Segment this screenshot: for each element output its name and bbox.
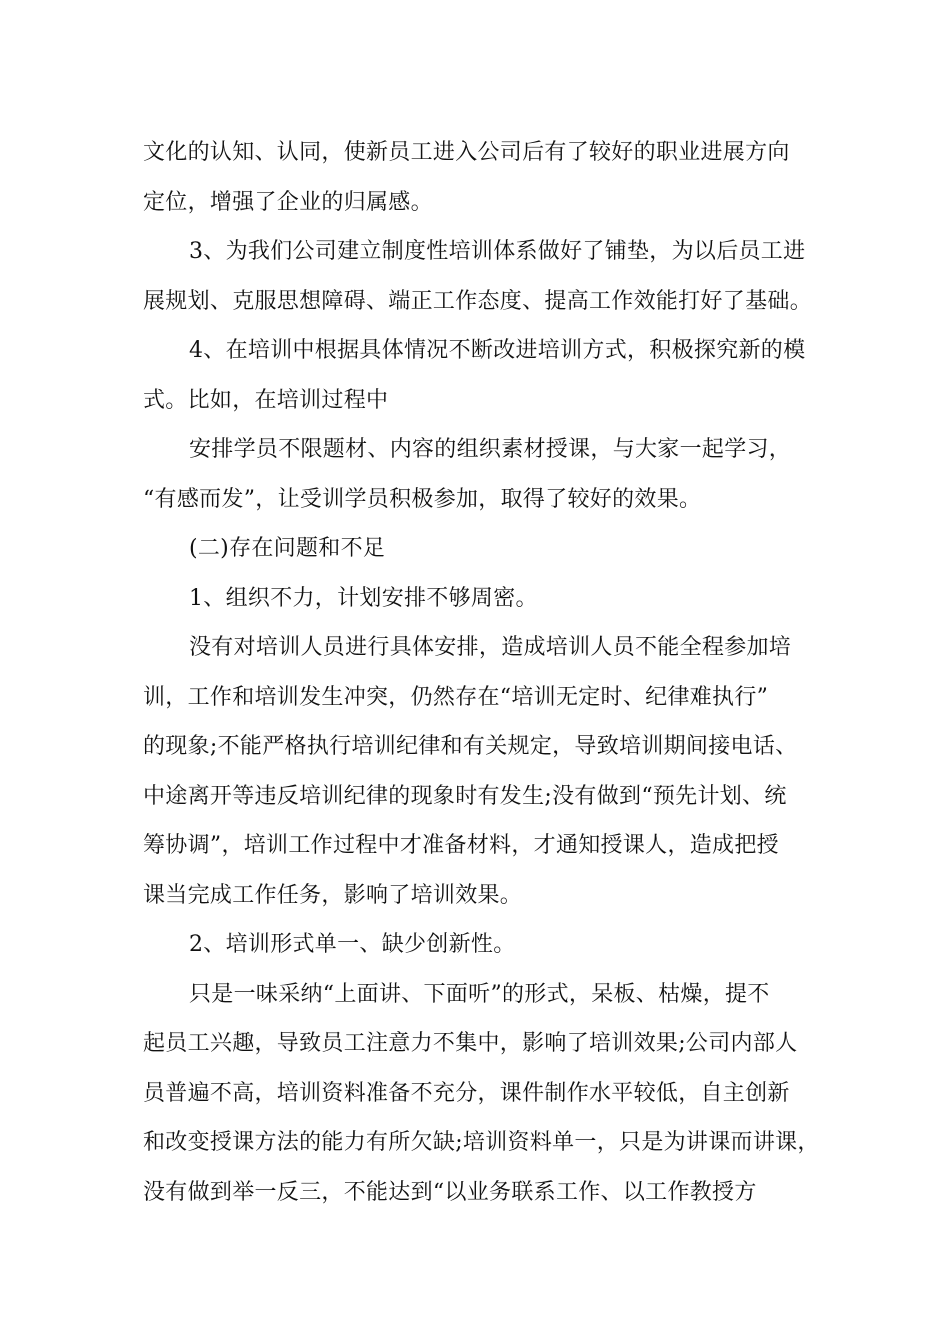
text-line: 4、在培训中根据具体情况不断改进培训方式，积极探究新的模 — [189, 338, 806, 363]
text-line: 没有对培训人员进行具体安排，造成培训人员不能全程参加培 — [189, 635, 792, 660]
text-line: 定位，增强了企业的归属感。 — [143, 190, 433, 215]
text-line: 的现象;不能严格执行培训纪律和有关规定，导致培训期间接电话、 — [143, 734, 798, 759]
text-line: 中途离开等违反培训纪律的现象时有发生;没有做到“预先计划、统 — [143, 784, 787, 809]
text-line: 只是一味采纳“上面讲、下面听”的形式，呆板、枯燥，提不 — [189, 982, 770, 1007]
text-line: 安排学员不限题材、内容的组织素材授课，与大家一起学习， — [189, 437, 792, 462]
text-line: 训，工作和培训发生冲突，仍然存在“培训无定时、纪律难执行” — [143, 685, 769, 710]
text-line: 2、培训形式单一、缺少创新性。 — [189, 932, 516, 957]
text-line: 课当完成工作任务，影响了培训效果。 — [143, 883, 523, 908]
text-line: 文化的认知、认同，使新员工进入公司后有了较好的职业进展方向 — [143, 140, 790, 165]
text-line: 1、组织不力，计划安排不够周密。 — [189, 586, 538, 611]
text-line: 筹协调”，培训工作过程中才准备材料，才通知授课人，造成把授 — [143, 833, 779, 858]
text-line: “有感而发”，让受训学员积极参加，取得了较好的效果。 — [143, 487, 702, 512]
text-line: 式。比如，在培训过程中 — [143, 388, 389, 413]
text-line: 展规划、克服思想障碍、端正工作态度、提高工作效能打好了基础。 — [143, 289, 813, 314]
text-line: 和改变授课方法的能力有所欠缺;培训资料单一，只是为讲课而讲课， — [143, 1130, 820, 1155]
section-heading: (二)存在问题和不足 — [189, 536, 386, 561]
text-line: 起员工兴趣，导致员工注意力不集中，影响了培训效果;公司内部人 — [143, 1031, 798, 1056]
text-line: 员普遍不高，培训资料准备不充分，课件制作水平较低，自主创新 — [143, 1081, 790, 1106]
text-line: 没有做到举一反三，不能达到“以业务联系工作、以工作教授方 — [143, 1180, 757, 1205]
text-line: 3、为我们公司建立制度性培训体系做好了铺垫，为以后员工进 — [189, 239, 806, 264]
